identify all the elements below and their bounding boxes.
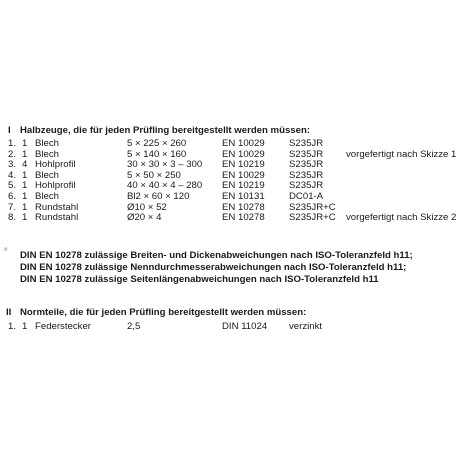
- footnote-line-1: DIN EN 10278 zulässige Breiten- und Dickenabweichungen nach ISO-Toleranzfeld h11;: [20, 250, 413, 261]
- section1-numeral: I: [8, 125, 11, 136]
- cell-mat: DC01-A: [289, 191, 324, 202]
- cell-norm: EN 10029: [222, 148, 265, 160]
- cell-dim: 30 × 30 × 3 – 300: [127, 159, 203, 171]
- cell-norm: EN 10219: [222, 180, 265, 192]
- cell-pos: 2.: [8, 148, 17, 160]
- cell-norm: EN 10219: [222, 159, 265, 171]
- cell-qty: 1: [22, 180, 28, 192]
- cell-pos: 1.: [8, 321, 17, 332]
- cell-mat: S235JR+C: [289, 201, 336, 213]
- section2-heading: Normteile, die für jeden Prüfling bereitgestellt werden müssen:: [20, 307, 307, 318]
- cell-dim: 5 × 50 × 250: [127, 169, 181, 181]
- cell-qty: 4: [22, 159, 28, 171]
- cell-pos: 7.: [8, 201, 17, 213]
- cell-dim: Ø10 × 52: [127, 201, 167, 213]
- section1-heading: Halbzeuge, die für jeden Prüfling bereitgestellt werden müssen:: [20, 125, 311, 136]
- cell-qty: 1: [22, 212, 28, 224]
- cell-mat: S235JR: [289, 138, 324, 149]
- cell-qty: 1: [22, 321, 28, 332]
- cell-note: vorgefertigt nach Skizze 2: [346, 212, 457, 224]
- footnote-line-3: DIN EN 10278 zulässige Seitenlängenabweichungen nach ISO-Toleranzfeld h11: [20, 274, 379, 285]
- cell-dim: Bl2 × 60 × 120: [127, 191, 190, 202]
- cell-qty: 1: [22, 201, 28, 213]
- cell-mat: S235JR: [289, 169, 324, 181]
- cell-item: Blech: [35, 138, 59, 149]
- cell-dim: 5 × 225 × 260: [127, 138, 187, 149]
- cell-mat: S235JR: [289, 180, 324, 192]
- cell-dim: 40 × 40 × 4 – 280: [127, 180, 203, 192]
- footnote-line-2: DIN EN 10278 zulässige Nenndurchmesserabweichungen nach ISO-Toleranzfeld h11;: [20, 262, 407, 273]
- section2-numeral: II: [6, 307, 12, 318]
- cell-qty: 1: [22, 138, 28, 149]
- cell-item: Blech: [35, 169, 59, 181]
- footnote-marker: ¹⁾: [4, 248, 8, 254]
- cell-note: vorgefertigt nach Skizze 1: [346, 148, 457, 160]
- cell-pos: 8.: [8, 212, 17, 224]
- cell-pos: 3.: [8, 159, 17, 171]
- cell-qty: 1: [22, 191, 28, 202]
- cell-item: Federstecker: [35, 321, 91, 332]
- cell-pos: 1.: [8, 138, 17, 149]
- cell-pos: 4.: [8, 169, 17, 181]
- cell-item: Rundstahl: [35, 201, 79, 213]
- cell-item: Rundstahl: [35, 212, 79, 224]
- cell-mat: verzinkt: [289, 321, 323, 332]
- cell-dim: 5 × 140 × 160: [127, 148, 187, 160]
- cell-item: Hohlprofil: [35, 180, 76, 192]
- cell-dim: 2,5: [127, 321, 141, 332]
- cell-qty: 1: [22, 148, 28, 160]
- cell-item: Blech: [35, 148, 59, 160]
- cell-norm: EN 10278: [222, 201, 265, 213]
- cell-norm: DIN 11024: [222, 321, 268, 332]
- cell-norm: EN 10131: [222, 191, 265, 202]
- cell-mat: S235JR: [289, 148, 324, 160]
- cell-norm: EN 10029: [222, 138, 265, 149]
- cell-mat: S235JR+C: [289, 212, 336, 224]
- cell-norm: EN 10278: [222, 212, 265, 224]
- cell-pos: 5.: [8, 180, 17, 192]
- cell-qty: 1: [22, 169, 28, 181]
- cell-mat: S235JR: [289, 159, 324, 171]
- cell-item: Blech: [35, 191, 59, 202]
- cell-pos: 6.: [8, 191, 17, 202]
- cell-norm: EN 10029: [222, 169, 265, 181]
- cell-dim: Ø20 × 4: [127, 212, 162, 224]
- cell-item: Hohlprofil: [35, 159, 76, 171]
